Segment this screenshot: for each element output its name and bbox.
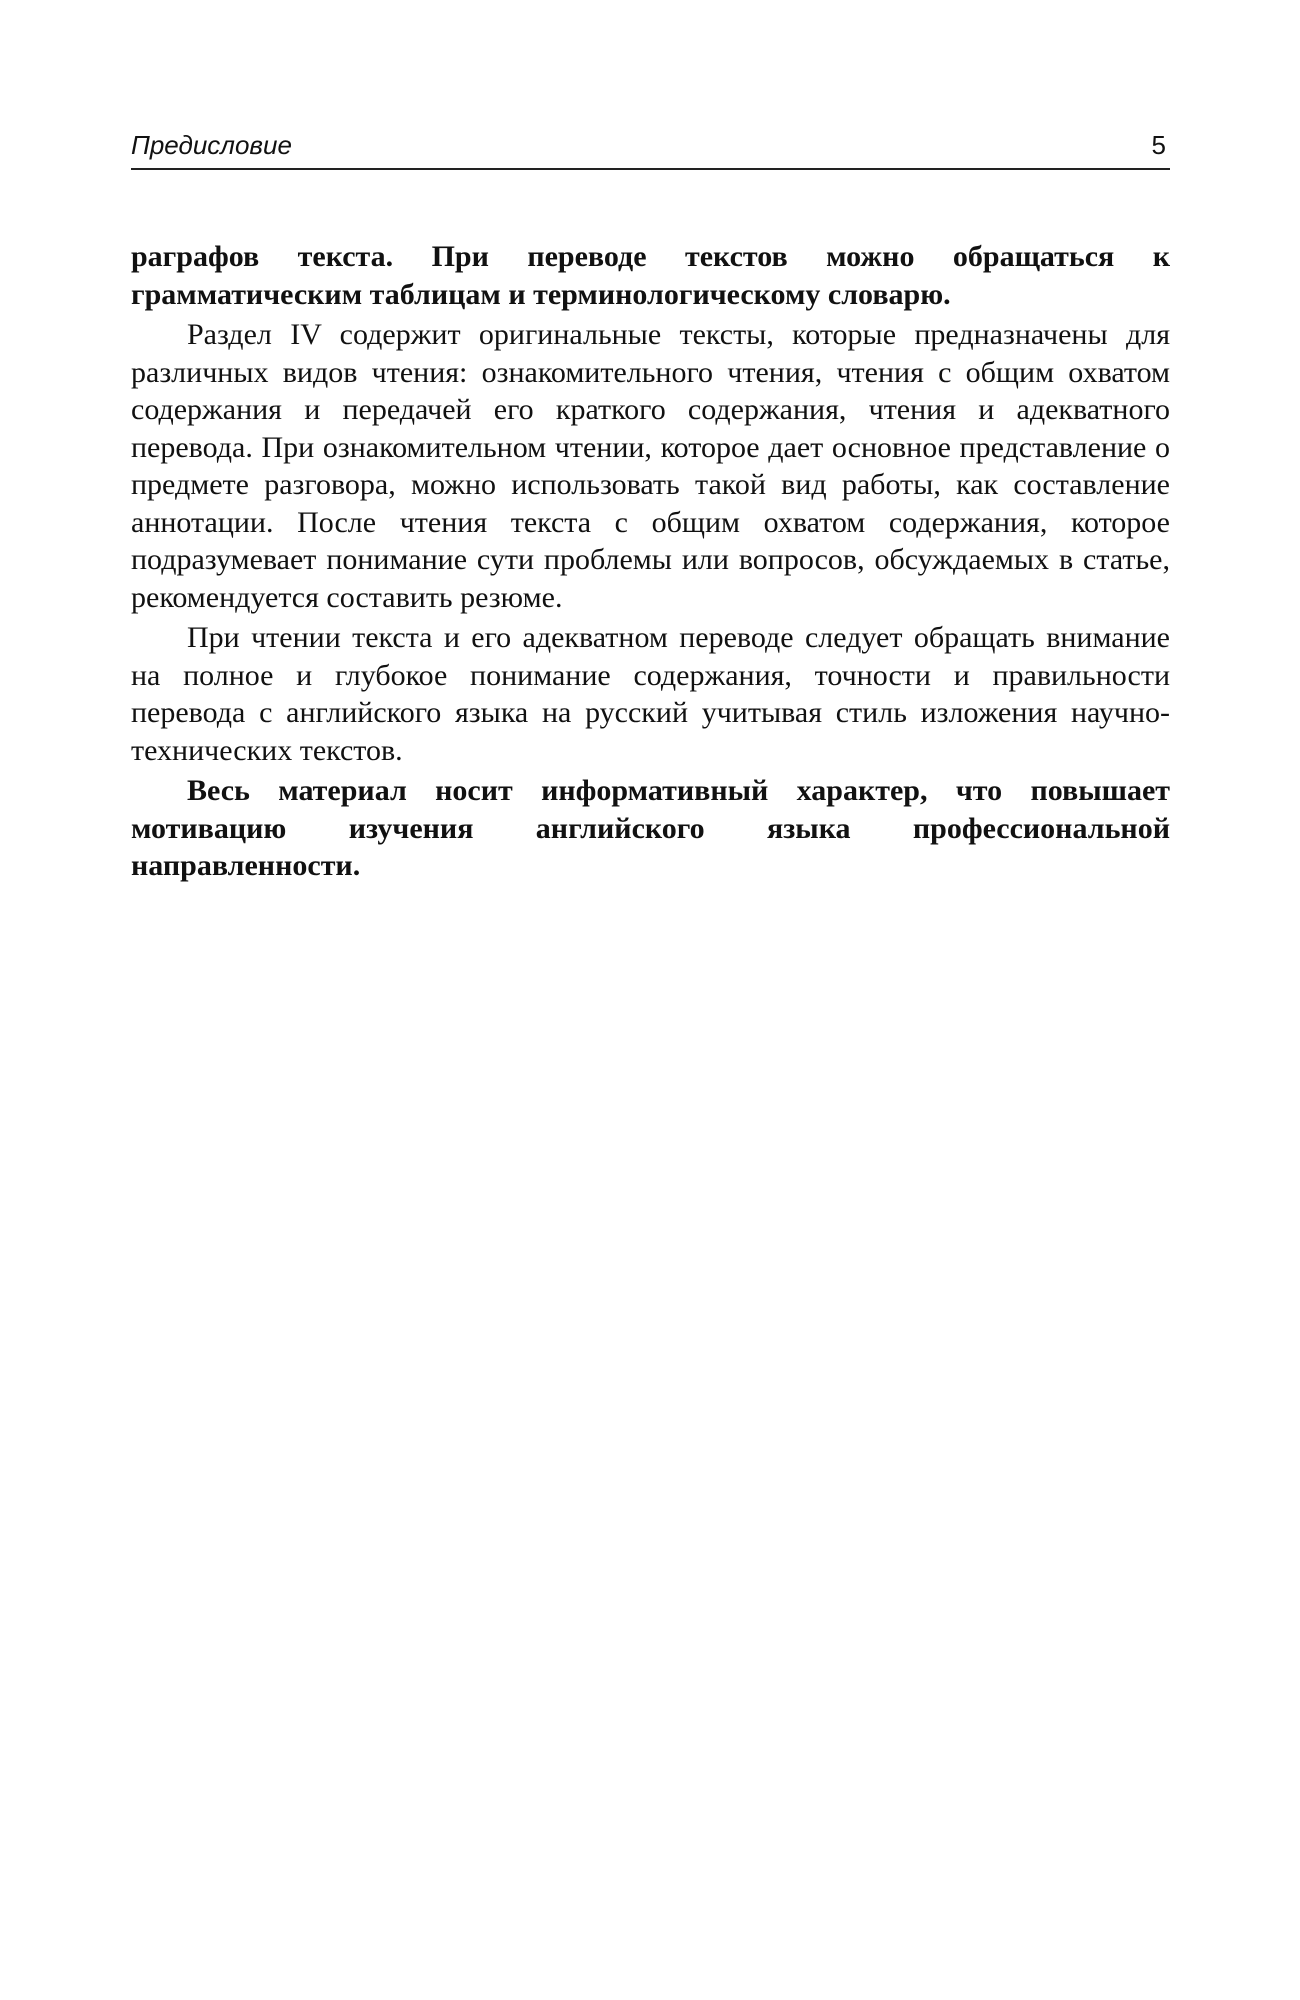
paragraph-section-iv: Раздел IV содержит оригинальные тексты, которые предназначены для различных видов чтения: ознакомительного чтения, чтения с общим охватом содержания и передачей его краткого содержания, чтения и адекватного перевода. При ознакомительном чтении, которое дает основное представление о предмете разговора, можно использовать такой вид работы, как составление аннотации. После чтения текста с общим охватом содержания, которое подразумевает понимание сути проблемы или вопросов, обсуждаемых в статье, рекомендуется составить резюме.: [131, 318, 1170, 614]
running-header: [131, 120, 1170, 170]
paragraph-conclusion: Весь материал носит информативный характер, что повышает мотивацию изучения английского языка профессиональной направленности.: [131, 774, 1170, 882]
chapter-title: Предисловие: [131, 130, 292, 160]
paragraph-translation: При чтении текста и его адекватном переводе следует обращать внимание на полное и глубокое понимание содержания, точности и правильности перевода с английского языка на русский учитывая стиль изложения научно-технических текстов.: [131, 621, 1170, 767]
book-page: [131, 120, 1170, 885]
body-text: [131, 238, 1170, 885]
paragraph-continued: раграфов текста. При переводе текстов можно обращаться к грамматическим таблицам и терминологическому словарю.: [131, 240, 1170, 311]
page-number: 5: [1151, 130, 1166, 160]
